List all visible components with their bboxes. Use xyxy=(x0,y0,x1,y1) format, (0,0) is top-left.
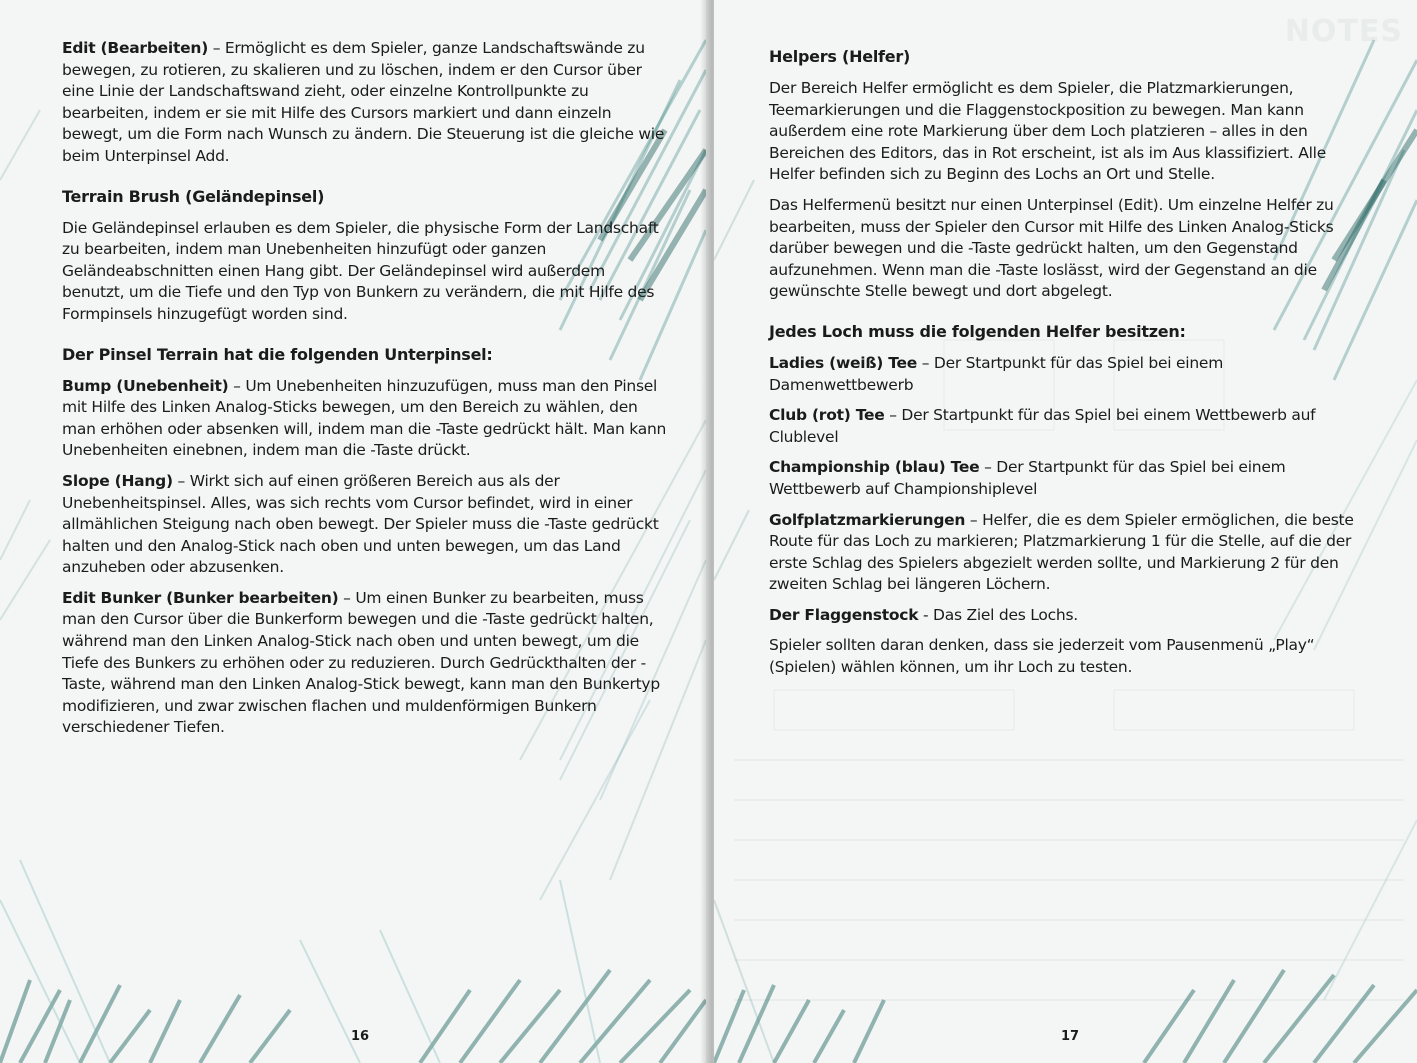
edit-lead: Edit (Bearbeiten) xyxy=(62,39,209,57)
bump-text: – Um Unebenheiten hinzuzufügen, muss man den Pinsel mit Hilfe des Linken Analog-Sticks bewegen, um den Bereich zu wählen, den man erhöhen oder absenken will, indem man die -Taste gedrückt hält. Man kann Unebenheiten einebnen, indem man die -Taste drückt. xyxy=(62,376,667,460)
bump-paragraph xyxy=(62,376,668,462)
terrain-brush-text: Die Geländepinsel erlauben es dem Spieler, die physische Form der Landschaft zu bearbeiten, indem man Unebenheiten hinzufügt oder ganzen Geländeabschnitten einen Hang gibt. Der Geländepinsel wird außerdem benutzt, um die Tiefe und den Typ von Bunkern zu verändern, die mit Hilfe des Formpinsels hinzugefügt worden sind. xyxy=(62,218,659,323)
club-tee-paragraph xyxy=(769,405,1359,448)
course-markers-paragraph xyxy=(769,510,1359,596)
terrain-brush-heading: Terrain Brush (Geländepinsel) xyxy=(62,186,325,206)
subbrushes-heading: Der Pinsel Terrain hat die folgenden Unterpinsel: xyxy=(62,344,493,364)
flagstick-lead: Der Flaggenstock xyxy=(769,605,919,624)
edit-bunker-paragraph xyxy=(62,588,668,739)
club-tee-text: – Der Startpunkt für das Spiel bei einem Wettbewerb auf Clublevel xyxy=(769,406,1316,446)
club-tee-lead: Club (rot) Tee xyxy=(769,406,885,425)
notes-label: NOTES xyxy=(1284,14,1403,49)
edit-bunker-lead: Edit Bunker (Bunker bearbeiten) xyxy=(62,588,339,607)
ladies-tee-paragraph xyxy=(769,353,1359,396)
edit-bunker-text: – Um einen Bunker zu bearbeiten, muss man den Cursor über die Bunkerform bewegen und die -Taste gedrückt halten, während man den Linken Analog-Stick nach oben und unten bewegt, um die Tiefe des Bunkers zu erhöhen oder zu reduzieren. Durch Gedrückthalten der -Taste, während man den Linken Analog-Stick bewegt, kann man den Bunkertyp modifizieren, und zwar zwischen flachen und muldenförmigen Bunkern verschiedener Tiefen. xyxy=(62,588,660,737)
closing-paragraph: Spieler sollten daran denken, dass sie jederzeit vom Pausenmenü „Play“ (Spielen) wählen können, um ihr Loch zu testen. xyxy=(769,636,1315,677)
edit-paragraph xyxy=(62,38,668,168)
right-page xyxy=(714,0,1417,1063)
ladies-tee-lead: Ladies (weiß) Tee xyxy=(769,353,918,372)
flagstick-paragraph xyxy=(769,605,1359,627)
slope-text: – Wirkt sich auf einen größeren Bereich aus als der Unebenheitspinsel. Alles, was sich rechts vom Cursor befindet, wird in einer allmählichen Steigung nach oben bewegt. Der Spieler muss die -Taste gedrückt halten und den Analog-Stick nach oben und unten bewegen, um das Land anzuheben oder abzusenken. xyxy=(62,471,659,577)
ladies-tee-text: – Der Startpunkt für das Spiel bei einem Damenwettbewerb xyxy=(769,353,1224,394)
flagstick-text: - Das Ziel des Lochs. xyxy=(918,605,1078,624)
slope-lead: Slope (Hang) xyxy=(62,471,173,490)
course-markers-lead: Golfplatzmarkierungen xyxy=(769,510,966,529)
slope-paragraph xyxy=(62,471,668,579)
bump-lead: Bump (Unebenheit) xyxy=(62,376,229,395)
championship-tee-text: – Der Startpunkt für das Spiel bei einem Wettbewerb auf Championshiplevel xyxy=(769,458,1286,498)
championship-tee-paragraph xyxy=(769,457,1359,500)
page-number-left: 16 xyxy=(351,1029,370,1044)
championship-tee-lead: Championship (blau) Tee xyxy=(769,458,980,477)
course-markers-text: – Helfer, die es dem Spieler ermöglichen, die beste Route für das Loch zu markieren; Platzmarkierung 1 für die Stelle, auf die der erste Schlag des Spielers abgezielt werden sollte, und Markierung 2 für den zweiten Schlag bei längeren Löchern. xyxy=(769,510,1354,594)
helpers-heading: Helpers (Helfer) xyxy=(769,47,911,66)
right-page-content xyxy=(769,46,1359,688)
left-page-content xyxy=(62,38,668,748)
left-page xyxy=(0,0,706,1063)
helpers-text-2: Das Helfermenü besitzt nur einen Unterpinsel (Edit). Um einzelne Helfer zu bearbeiten, muss der Spieler den Cursor mit Hilfe des Linken Analog-Sticks darüber bewegen und die -Taste gedrückt halten, um den Gegenstand aufzunehmen. Wenn man die -Taste loslässt, wird der Gegenstand an die gewünschte Stelle bewegt und dort abgelegt. xyxy=(769,195,1334,301)
page-number-right: 17 xyxy=(1061,1029,1080,1044)
helpers-text-1: Der Bereich Helfer ermöglicht es dem Spieler, die Platzmarkierungen, Teemarkierungen und die Flaggenstockposition zu bewegen. Man kann außerdem eine rote Markierung über dem Loch platzieren – alles in den Bereichen des Editors, das in Rot erscheint, ist als im Aus klassifiziert. Alle Helfer befinden sich zu Beginn des Lochs an Ort und Stelle. xyxy=(769,79,1326,184)
required-helpers-heading: Jedes Loch muss die folgenden Helfer besitzen: xyxy=(769,321,1186,341)
edit-text: – Ermöglicht es dem Spieler, ganze Landschaftswände zu bewegen, zu rotieren, zu skalieren und zu löschen, indem er den Cursor über eine Linie der Landschaftswand zieht, oder einzelne Kontrollpunkte zu bearbeiten, indem er sie mit Hilfe des Cursors markiert und dann einzeln bewegt, um die Form nach Wunsch zu ändern. Die Steuerung ist die gleiche wie beim Unterpinsel Add. xyxy=(62,39,665,165)
